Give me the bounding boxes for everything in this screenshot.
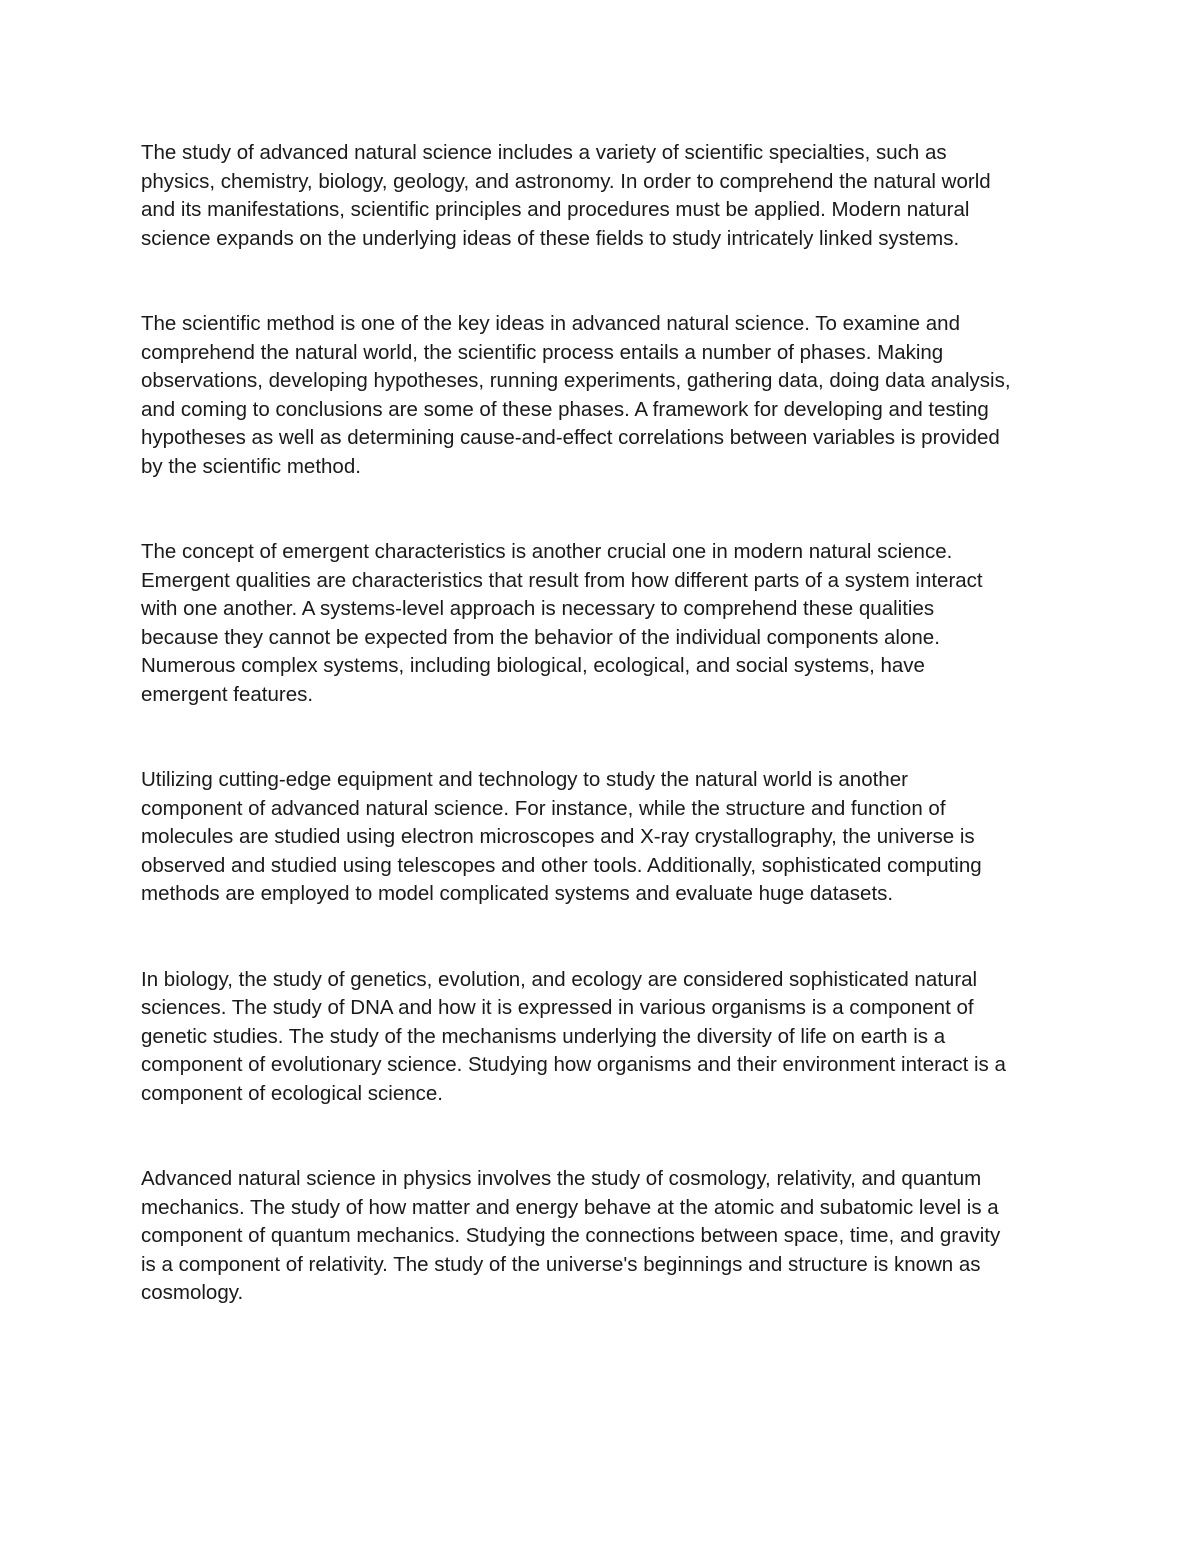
paragraph-biology: In biology, the study of genetics, evolution, and ecology are considered sophisticated natural sciences. The study of DNA and how it is expressed in various organisms is a component of genetic studies. The study of the mechanisms underlying the diversity of life on earth is a component of evolutionary science. Studying how organisms and their environment interact is a component of ecological science. <box>141 967 1006 1105</box>
paragraph-physics: Advanced natural science in physics involves the study of cosmology, relativity, and quantum mechanics. The study of how matter and energy behave at the atomic and subatomic level is a component of quantum mechanics. Studying the connections between space, time, and gravity is a component of relativity. The study of the universe's beginnings and structure is known as cosmology. <box>141 1167 1001 1304</box>
paragraph-equipment-technology: Utilizing cutting-edge equipment and technology to study the natural world is another component of advanced natural science. For instance, while the structure and function of molecules are studied using electron microscopes and X-ray crystallography, the universe is observed and studied using telescopes and other tools. Additionally, sophisticated computing methods are employed to model complicated systems and evaluate huge datasets. <box>141 768 982 905</box>
paragraph-intro: The study of advanced natural science includes a variety of scientific specialties, such as physics, chemistry, biology, geology, and astronomy. In order to comprehend the natural world and its manifestations, scientific principles and procedures must be applied. Modern natural science expands on the underlying ideas of these fields to study intricately linked systems. <box>141 141 991 250</box>
paragraph-scientific-method: The scientific method is one of the key ideas in advanced natural science. To examine and comprehend the natural world, the scientific process entails a number of phases. Making observations, developing hypotheses, running experiments, gathering data, doing data analysis, and coming to conclusions are some of these phases. A framework for developing and testing hypotheses as well as determining cause-and-effect correlations between variables is provided by the scientific method. <box>141 312 1011 478</box>
document-body <box>141 139 1071 1365</box>
paragraph-emergent-characteristics: The concept of emergent characteristics is another crucial one in modern natural science. Emergent qualities are characteristics that result from how different parts of a system interact with one another. A systems-level approach is necessary to comprehend these qualities because they cannot be expected from the behavior of the individual components alone. Numerous complex systems, including biological, ecological, and social systems, have emergent features. <box>141 540 983 706</box>
